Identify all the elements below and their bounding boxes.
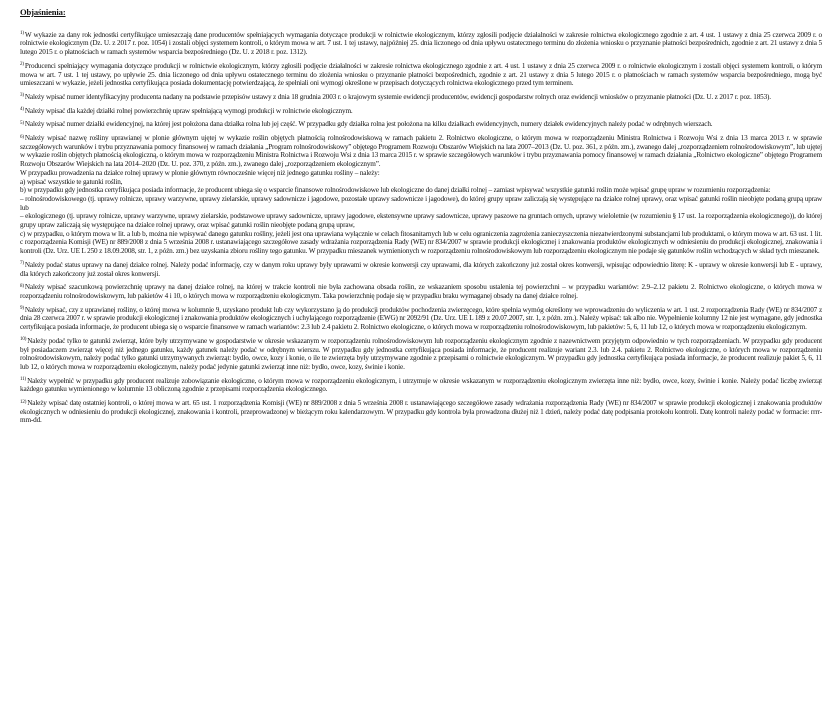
footnote-number: 4) [20,107,24,113]
footnote-number: 5) [20,120,24,126]
footnote-text: Należy wpisać szacunkową powierzchnię uprawy na danej działce rolnej, na której w trakcie kontroli nie była zachowana obsada roślin, ze wskazaniem sposobu ustalenia tej powierzchni – w przypadku wariantów: 2.9–2.12 pakietu 2. Rolnictwo ekologiczne, o których mowa w rozporządzeniu rolnośrodowiskowym, lub pakietów 4 i 10, o których mowa w rozporządzeniu ekologicznym. Taka powierzchnię podaje się w przypadku braku wymaganej obsady na danej działce rolnej. [20,283,822,300]
footnote-2 [20,62,822,88]
footnote-6 [20,134,822,256]
footnote-1 [20,31,822,57]
footnote-3 [20,93,822,102]
footnote-subparagraph: b) w przypadku gdy jednostka certyfikująca posiada informacje, że producent ubiega się o wsparcie finansowe rolnośrodowiskowe lub ekologiczne do danej działki rolnej – zamiast wpisywać wszystkie gatunki roślin może wpisać grupę upraw w rozumieniu rozporządzenia: [20,186,771,195]
footnote-list [20,31,822,425]
footnote-subparagraph: – rolnośrodowiskowego (tj. uprawy rolnicze, uprawy warzywne, uprawy zielarskie, uprawy sadownicze i jagodowe, pozostałe uprawy sadownicze i jagodowe), do której grupy upraw zaliczają się występujące na działce rolnej uprawy, oraz wpisać gatunki roślin nieobjęte podaną grupą upraw lub [20,194,822,212]
footnote-10 [20,337,822,372]
footnote-9 [20,306,822,332]
footnote-12 [20,399,822,425]
footnote-4 [20,107,822,116]
footnote-8 [20,283,822,300]
footnote-number: 6) [20,134,24,140]
footnote-number: 3) [20,93,24,99]
footnote-subparagraph: a) wpisać wszystkie te gatunki roślin, [20,177,123,186]
footnote-text: Należy wpisać numer identyfikacyjny producenta nadany na podstawie przepisów ustawy z dnia 18 grudnia 2003 r. o krajowym systemie ewidencji producentów, ewidencji gospodarstw rolnych oraz ewidencji wniosków o przyznanie płatności (Dz. U. z 2017 r. poz. 1853). [24,92,771,101]
footnote-subparagraph: W przypadku prowadzenia na działce rolnej uprawy w plonie głównym równocześnie więcej niż jednego gatunku rośliny – należy: [20,168,380,177]
footnote-text: W wykazie za dany rok jednostki certyfikujące umieszczają dane producentów spełniających wymagania dotyczące produkcji w rolnictwie ekologicznym, którzy zgłosili podjęcie działalności w zakresie rolnictwa ekologicznego zgodnie z art. 4 ust. 1 ustawy z dnia 25 czerwca 2009 r. o rolnictwie ekologicznym (Dz. U. z 2017 r. poz. 1054) i zostali objęci systemem kontroli, o którym mowa w art. 7 ust. 1 tej ustawy, najpóźniej 25. dnia liczonego od dnia upływu ostatecznego terminu do złożenia wniosku o przyznanie płatności bezpośrednich, zgodnie z art. 21 ustawy z dnia 5 lutego 2015 r. o płatnościach w ramach systemów wsparcia bezpośredniego (Dz. U. z 2018 r. poz. 1312). [20,30,822,57]
footnote-text: Należy wpisać, czy z uprawianej rośliny, o której mowa w kolumnie 9, uzyskano produkt lub czy wykorzystano ją do produkcji produktów pochodzenia zwierzęcego, które spełnia wymóg określony we wprowadzeniu do wyliczenia w art. 1 ust. 2 rozporządzenia Rady (WE) nr 834/2007 z dnia 28 czerwca 2007 r. w sprawie produkcji ekologicznej i znakowania produktów ekologicznych i uchylającego rozporządzenie (EWG) nr 2092/91 (Dz. Urz. UE L 189 z 20.07.2007, str. 1, z późn. zm.). Należy wpisać: tak albo nie. Wypełnienie kolumny 12 nie jest wymagane, gdy jednostka certyfikująca posiada informacje, że producent ubiega się o wsparcie finansowe w ramach wariantów: 2.3 lub 2.4 pakietu 2. Rolnictwo ekologiczne, o których mowa w rozporządzeniu rolnośrodowiskowym, lub pakietów: 5, 6, 11 lub 12, o których mowa w rozporządzeniu ekologicznym. [20,305,822,332]
footnote-text: Należy podać status uprawy na danej działce rolnej. Należy podać informację, czy w danym roku uprawy były uprawami w okresie konwersji czy uprawami, dla których zakończony już został okres konwersji, wpisując odpowiednio literę: K - uprawy w okresie konwersji lub E - uprawy, dla których zakończony już został okres konwersji. [20,260,822,278]
footnote-number: 8) [20,283,24,289]
footnote-number: 10) [20,337,27,343]
footnote-number: 1) [20,31,24,37]
footnote-7 [20,261,822,278]
footnote-text: Należy podać tylko te gatunki zwierząt, które były utrzymywane w gospodarstwie w okresie wskazanym w rozporządzeniu rolnośrodowiskowym lub rozporządzeniu ekologicznym zgodnie z nazewnictwem przyjętym odpowiednio w tych rozporządzeniach. W przypadku gdy producent był posiadaczem zwierząt więcej niż jednego gatunku, każdy gatunek należy podać w odrębnym wierszu. W przypadku gdy jednostka certyfikująca posiada informacje, że producent realizuje wariant 2.3. lub 2.4. pakietu 2. Rolnictwo ekologiczne, o których mowa w rozporządzeniu rolnośrodowiskowym, należy podać tylko gatunki utrzymywanych zwierząt: bydło, owce, kozy i konie, o ile te zwierzęta były utrzymywane zgodnie z przepisami o rolnictwie ekologicznym. W przypadku gdy jednostka certyfikująca posiada informacje, że producent realizuje pakiet 5, 6, 11 lub 12, o których mowa w rozporządzeniu ekologicznym, należy podać jedynie gatunki zwierząt inne niż: bydło, owce, kozy, świnie i konie. [20,336,822,371]
footnote-11 [20,377,822,394]
footnote-text: Należy wpisać nazwę rośliny uprawianej w plonie głównym ujętej w wykazie roślin objętych płatnością rolnośrodowiskową w ramach pakietu 2. Rolnictwo ekologiczne, o którym mowa w rozporządzeniu Ministra Rolnictwa i Rozwoju Wsi z dnia 13 marca 2013 r. w sprawie szczegółowych warunków i trybu przyznawania pomocy finansowej w ramach działania „Program rolnośrodowiskowy” objętego Programem Rozwoju Obszarów Wiejskich na lata 2007–2013 (Dz. U. poz. 361, z późn. zm.), zwanego dalej „rozporządzeniem rolnośrodowiskowym”, lub ujętej w wykazie roślin objętych płatnością ekologiczną, o którym mowa w rozporządzeniu Ministra Rolnictwa i Rozwoju Wsi z dnia 13 marca 2015 r. w sprawie szczegółowych warunków i trybu przyznawania pomocy finansowej w ramach działania „Rolnictwo ekologiczne” objętego Programem Rozwoju Obszarów Wiejskich na lata 2014–2020 (Dz. U. poz. 370, z późn. zm.), zwanego dalej „rozporządzeniem ekologicznym”. [20,134,822,169]
footnote-text: Należy wpisać dla każdej działki rolnej powierzchnię upraw spełniającą wymogi produkcji w rolnictwie ekologicznym. [24,106,353,115]
footnote-text: Producenci spełniający wymagania dotyczące produkcji w rolnictwie ekologicznym, którzy zgłosili podjęcie działalności w zakresie rolnictwa ekologicznego zgodnie z art. 4 ust. 1 ustawy z dnia 25 czerwca 2009 r. o rolnictwie ekologicznym i zostali objęci systemem kontroli, o którym mowa w art. 7 ust. 1 tej ustawy, po upływie 25. dnia liczonego od dnia upływu ostatecznego terminu do złożenia wniosku o przyznanie płatności bezpośrednich, zgodnie z art. 21 ustawy z dnia 5 lutego 2015 r. o płatnościach w ramach systemów wsparcia bezpośredniego, mogą być umieszczani w wykazie, jeżeli jednostka certyfikująca posiada dokumentację potwierdzającą, że spełniali oni wymogi określone w przepisach dotyczących rolnictwa ekologicznego przed tym terminem. [20,61,822,88]
footnote-number: 7) [20,261,24,267]
footnote-number: 12) [20,399,27,405]
footnote-number: 11) [20,377,27,383]
footnote-text: Należy wpisać numer działki ewidencyjnej, na której jest położona dana działka rolna lub jej część. W przypadku gdy działka rolna jest położona na kilku działkach ewidencyjnych, numery działek ewidencyjnych należy podać w odrębnych wierszach. [24,120,713,129]
footnote-subparagraph: c) w przypadku, o którym mowa w lit. a lub b, można nie wpisywać danego gatunku rośliny, jeżeli jest ona uprawiana wyłącznie w celach fitosanitarnych lub w celu ograniczenia zagrożenia zanieczyszczenia niezatwierdzonymi substancjami lub produktami, o którym mowa w art. 63 ust. 1 lit. c rozporządzenia Komisji (WE) nr 889/2008 z dnia 5 września 2008 r. ustanawiającego szczegółowe zasady wdrażania rozporządzenia Rady (WE) nr 834/2007 w sprawie produkcji ekologicznej i znakowania produktów ekologicznych w odniesieniu do produkcji ekologicznej, znakowania i kontroli (Dz. Urz. UE L 250 z 18.09.2008, str. 1, z późn. zm.) bez uzyskania zbioru rośliny tego gatunku. W przypadku mieszanek wymienionych w rozporządzeniu rolnośrodowiskowym lub rozporządzeniu ekologicznym nie podaje się gatunków roślin wchodzących w skład tych mieszanek. [20,229,822,256]
document-title: Objaśnienia: [20,7,66,17]
footnote-5 [20,120,822,129]
footnote-subparagraph: – ekologicznego (tj. uprawy rolnicze, uprawy warzywne, uprawy zielarskie, podstawowe uprawy sadownicze, uprawy jagodowe, ekstensywne uprawy sadownicze, uprawy paszowe na gruntach ornych, uprawy wieloletnie (w rozumieniu § 17 ust. 1a rozporządzenia ekologicznego)), do której grupy upraw zaliczają się występujące na działce rolnej uprawy, oraz wpisać gatunki roślin nieobjęte podaną grupą upraw, [20,212,822,230]
footnote-text: Należy wypełnić w przypadku gdy producent realizuje zobowiązanie ekologiczne, o którym mowa w rozporządzeniu ekologicznym, i utrzymuje w okresie wskazanym w rozporządzeniu ekologicznym zwierzęta inne niż: bydło, owce, kozy, świnie i konie. Należy podać liczbę zwierząt każdego gatunku wymienionego w kolumnie 13 obliczoną zgodnie z przepisami rozporządzenia ekologicznego. [20,376,822,394]
footnote-number: 2) [20,62,24,68]
footnote-number: 9) [20,306,24,312]
explanations-document [20,8,822,430]
footnote-text: Należy wpisać datę ostatniej kontroli, o której mowa w art. 65 ust. 1 rozporządzenia Komisji (WE) nr 889/2008 z dnia 5 września 2008 r. ustanawiającego szczegółowe zasady wdrażania rozporządzenia Rady (WE) nr 834/2007 w sprawie produkcji ekologicznej i znakowania produktów ekologicznych w odniesieniu do produkcji ekologicznej, znakowania i kontroli, przeprowadzonej w bieżącym roku kalendarzowym. W przypadku gdy kontrola była prowadzona dłużej niż 1 dzień, należy podać datę podpisania protokołu kontroli. Datę kontroli należy podać w formacie: rrrr-mm-dd. [20,399,822,425]
